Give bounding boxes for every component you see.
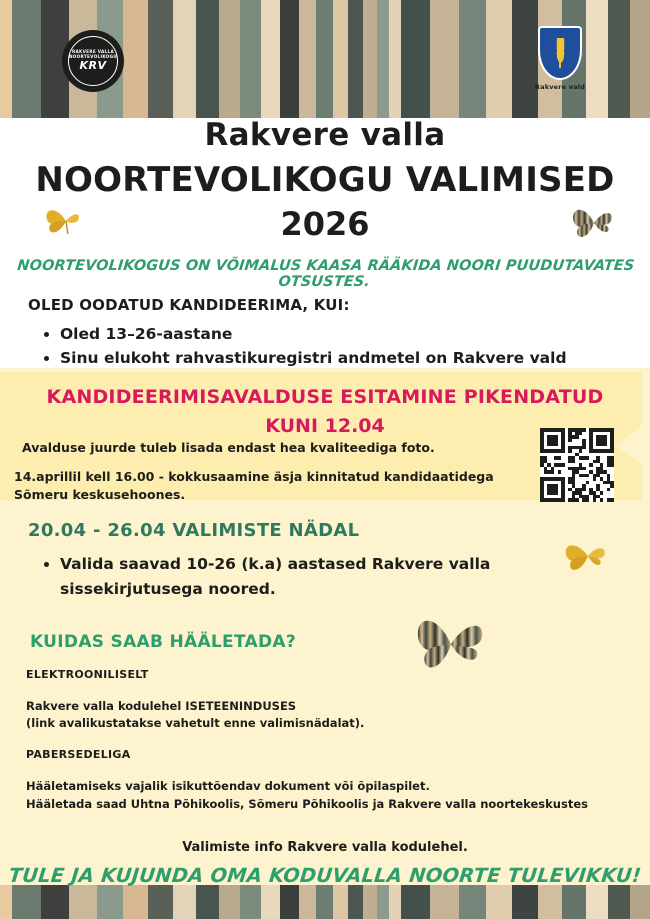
stripe xyxy=(348,0,363,118)
stripe xyxy=(12,885,41,919)
paper-voting-text xyxy=(26,778,588,814)
stripe xyxy=(240,0,261,118)
stripe xyxy=(173,0,196,118)
stripe xyxy=(196,885,218,919)
qr-code[interactable] xyxy=(540,428,614,502)
deadline-banner-title: KANDIDEERIMISAVALDUSE ESITAMINE PIKENDATUD xyxy=(46,386,604,408)
stripe xyxy=(630,0,650,118)
organization-stamp-logo xyxy=(62,30,124,92)
stripe xyxy=(486,0,512,118)
stripe xyxy=(608,0,629,118)
electronic-voting-subheading: ELEKTROONILISELT xyxy=(26,668,149,681)
stripe xyxy=(299,885,317,919)
shield-icon xyxy=(538,26,582,80)
stripe xyxy=(12,0,41,118)
election-week-list xyxy=(42,552,542,602)
stripe xyxy=(148,885,172,919)
meeting-note xyxy=(14,468,494,504)
stripe xyxy=(333,0,349,118)
stripe xyxy=(261,0,281,118)
paper-voting-line2: Hääletada saad Uhtna Põhikoolis, Sõmeru Põhikoolis ja Rakvere valla noortekeskustes xyxy=(26,796,588,811)
stripe xyxy=(0,0,12,118)
footer-slogan: TULE JA KUJUNDA OMA KODUVALLA NOORTE TULEVIKKU! xyxy=(7,864,643,887)
stamp-arc-text: RAKVERE VALLA NOORTEVOLIKOGU xyxy=(69,48,117,59)
stripe xyxy=(377,0,390,118)
stripe xyxy=(363,0,377,118)
stripe xyxy=(459,0,486,118)
page-title-line1: Rakvere valla xyxy=(204,117,446,153)
election-week-heading: 20.04 - 26.04 VALIMISTE NÄDAL xyxy=(28,520,360,541)
stripe xyxy=(173,885,196,919)
list-item: • Sinu elukoht rahvastikuregistri andmetel on Rakvere vald xyxy=(60,346,567,370)
stripe xyxy=(316,885,333,919)
deadline-banner-date: KUNI 12.04 xyxy=(265,415,385,437)
stripe xyxy=(401,885,430,919)
stripe xyxy=(459,885,486,919)
stripe xyxy=(608,885,629,919)
page-title-line2: NOORTEVOLIKOGU VALIMISED xyxy=(35,160,615,200)
stripe xyxy=(562,885,585,919)
stripe xyxy=(389,885,401,919)
page-title-year: 2026 xyxy=(280,205,370,243)
decorative-stripes-bottom xyxy=(0,885,650,919)
stripe xyxy=(430,0,458,118)
stripe xyxy=(123,0,148,118)
stripe xyxy=(219,0,240,118)
crest-caption: Rakvere vald xyxy=(534,83,586,91)
stripe xyxy=(123,885,148,919)
list-item: • Valida saavad 10-26 (k.a) aastased Rakvere valla sissekirjutusega noored. xyxy=(60,552,542,602)
stripe xyxy=(280,0,299,118)
electronic-voting-line1: Rakvere valla kodulehel ISETEENINDUSES xyxy=(26,699,297,713)
stripe xyxy=(316,0,333,118)
stripe xyxy=(486,885,512,919)
stripe xyxy=(401,0,430,118)
candidate-requirements-list xyxy=(42,322,567,370)
paper-voting-line1: Hääletamiseks vajalik isikuttõendav dokument või õpilaspilet. xyxy=(26,779,430,793)
rakvere-coat-of-arms xyxy=(528,26,592,91)
list-item: • Oled 13–26-aastane xyxy=(60,322,567,346)
stripe xyxy=(586,885,608,919)
stamp-monogram: KRV xyxy=(79,58,107,72)
stripe xyxy=(280,885,299,919)
stripe xyxy=(389,0,401,118)
stripe xyxy=(377,885,390,919)
photo-requirement-note: Avalduse juurde tuleb lisada endast hea kvaliteediga foto. xyxy=(22,440,435,455)
voting-heading: KUIDAS SAAB HÄÄLETADA? xyxy=(30,632,297,652)
stripe xyxy=(630,885,650,919)
wheat-icon xyxy=(554,38,567,68)
stripe xyxy=(219,885,240,919)
stripe xyxy=(196,0,218,118)
meeting-note-line2: Sõmeru keskusehoones. xyxy=(14,487,186,503)
electronic-voting-text xyxy=(26,698,364,733)
stripe xyxy=(41,885,69,919)
stripe xyxy=(261,885,281,919)
stripe xyxy=(0,885,12,919)
footer-info: Valimiste info Rakvere valla kodulehel. xyxy=(182,840,468,855)
stripe xyxy=(512,885,537,919)
stripe xyxy=(538,885,562,919)
stripe xyxy=(363,885,377,919)
stripe xyxy=(430,885,458,919)
tagline: NOORTEVOLIKOGUS ON VÕIMALUS KAASA RÄÄKIDA NOORI PUUDUTAVATES OTSUSTES. xyxy=(16,258,636,290)
meeting-note-line1: 14.aprillil kell 16.00 - kokkusaamine äsja kinnitatud kandidaatidega xyxy=(14,469,494,484)
stripe xyxy=(148,0,172,118)
stripe xyxy=(240,885,261,919)
stripe xyxy=(348,885,363,919)
stripe xyxy=(299,0,317,118)
qr-module xyxy=(610,498,614,502)
stripe xyxy=(97,885,123,919)
electronic-voting-line2: (link avalikustatakse vahetult enne valimisnädalat). xyxy=(26,716,365,731)
stripe xyxy=(333,885,349,919)
paper-voting-subheading: PABERSEDELIGA xyxy=(26,748,131,761)
candidate-section-heading: OLED OODATUD KANDIDEERIMA, KUI: xyxy=(28,296,350,314)
stripe xyxy=(69,885,96,919)
